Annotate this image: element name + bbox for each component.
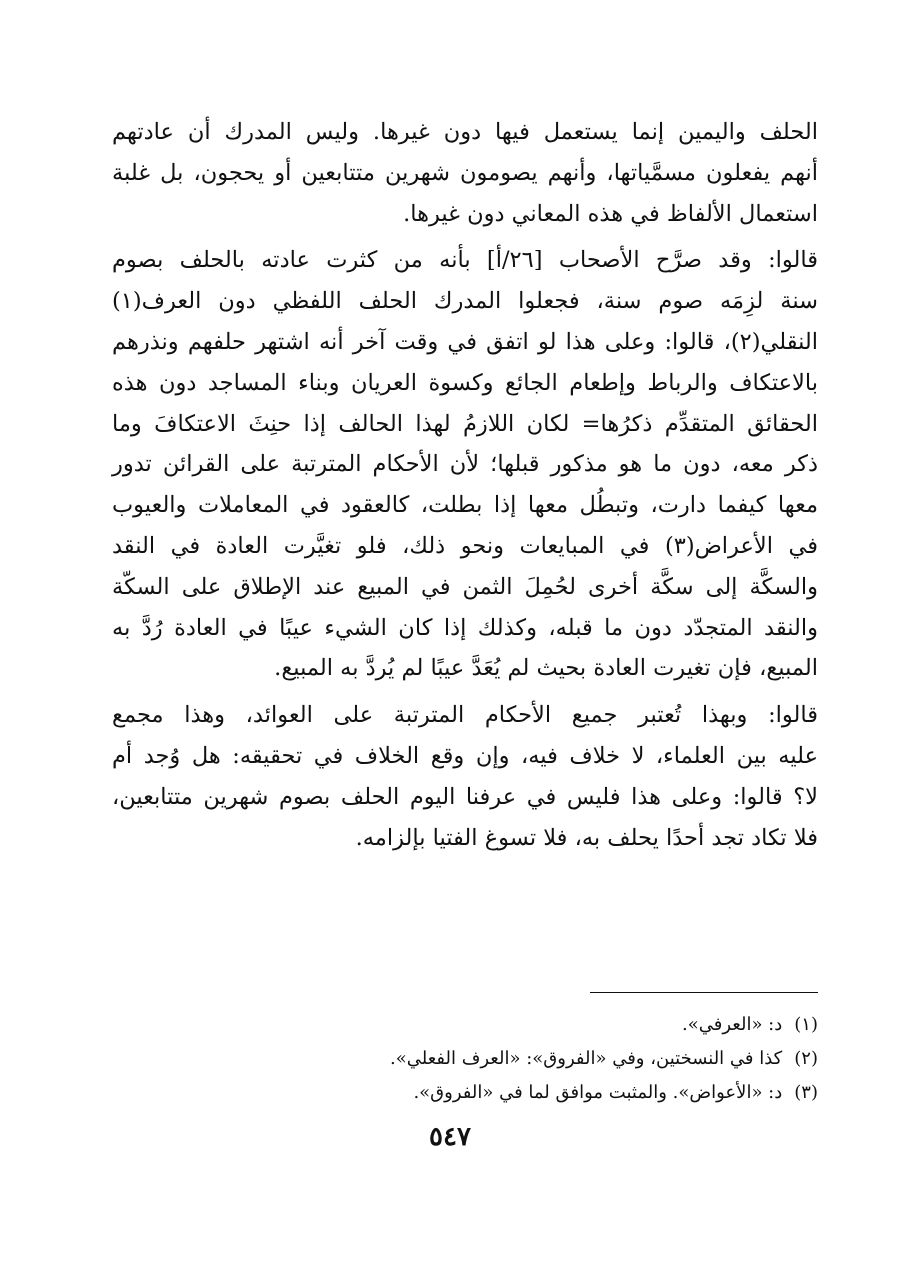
- footnote-number: (٣): [794, 1082, 818, 1103]
- main-text: [112, 112, 818, 858]
- text-line: قالوا: وقد صرَّح الأصحاب [٢٦/أ] بأنه من كثرت عادته بالحلف بصوم: [112, 247, 818, 274]
- footnote-3: [112, 1076, 818, 1110]
- text-line: بالاعتكاف والرباط وإطعام الجائع وكسوة العريان وبناء المساجد دون هذه: [112, 369, 818, 396]
- text-line: والنقد المتجدّد دون ما قبله، وكذلك إذا كان الشيء عيبًا في العادة رُدَّ به: [112, 614, 818, 641]
- footnote-number: (٢): [794, 1048, 818, 1069]
- text-line: معها كيفما دارت، وتبطُل معها إذا بطلت، كالعقود في المعاملات والعيوب: [112, 492, 818, 519]
- footnote-number: (١): [794, 1014, 818, 1035]
- page-number: ٥٤٧: [429, 1122, 471, 1152]
- footnote-text: كذا في النسختين، وفي «الفروق»: «العرف الفعلي».: [390, 1048, 783, 1069]
- paragraph-1: [112, 112, 818, 234]
- text-line: سنة لزِمَه صوم سنة، فجعلوا المدرك الحلف اللفظي دون العرف(١): [112, 288, 818, 315]
- text-line: أنهم يفعلون مسمَّياتها، وأنهم يصومون شهرين متتابعين أو يحجون، بل غلبة: [112, 159, 818, 186]
- text-line: استعمال الألفاظ في هذه المعاني دون غيرها.: [403, 200, 818, 227]
- footnote-text: د: «العرفي».: [682, 1014, 783, 1035]
- text-line: الحقائق المتقدِّم ذكرُها= لكان اللازمُ لهذا الحالف إذا حنِثَ الاعتكافَ وما: [112, 410, 818, 437]
- paragraph-2: [112, 240, 818, 689]
- text-line: المبيع، فإن تغيرت العادة بحيث لم يُعَدَّ عيبًا لم يُردَّ به المبيع.: [274, 655, 818, 682]
- text-line: عليه بين العلماء، لا خلاف فيه، وإن وقع الخلاف في تحقيقه: هل وُجد أم: [112, 742, 818, 769]
- text-line: فلا تكاد تجد أحدًا يحلف به، فلا تسوغ الفتيا بإلزامه.: [355, 824, 818, 851]
- footnotes: [112, 1008, 818, 1110]
- paragraph-3: [112, 695, 818, 858]
- text-line: لا؟ قالوا: وعلى هذا فليس في عرفنا اليوم الحلف بصوم شهرين متتابعين،: [112, 783, 818, 810]
- footnote-2: [112, 1042, 818, 1076]
- text-line: الحلف واليمين إنما يستعمل فيها دون غيرها. وليس المدرك أن عادتهم: [112, 119, 818, 145]
- text-line: النقلي(٢)، قالوا: وعلى هذا لو اتفق في وقت آخر أنه اشتهر حلفهم ونذرهم: [112, 328, 818, 355]
- text-line: والسكَّة إلى سكَّة أخرى لحُمِلَ الثمن في المبيع عند الإطلاق على السكّة: [112, 573, 818, 600]
- text-line: ذكر معه، دون ما هو مذكور قبلها؛ لأن الأحكام المترتبة على القرائن تدور: [112, 451, 818, 478]
- footnote-divider: [590, 992, 818, 993]
- text-line: قالوا: وبهذا تُعتبر جميع الأحكام المترتبة على العوائد، وهذا مجمع: [112, 702, 818, 729]
- text-line: في الأعراض(٣) في المبايعات ونحو ذلك، فلو تغيَّرت العادة في النقد: [112, 532, 818, 559]
- footnote-text: د: «الأعواض». والمثبت موافق لما في «الفروق».: [413, 1082, 783, 1103]
- footnote-1: [112, 1008, 818, 1042]
